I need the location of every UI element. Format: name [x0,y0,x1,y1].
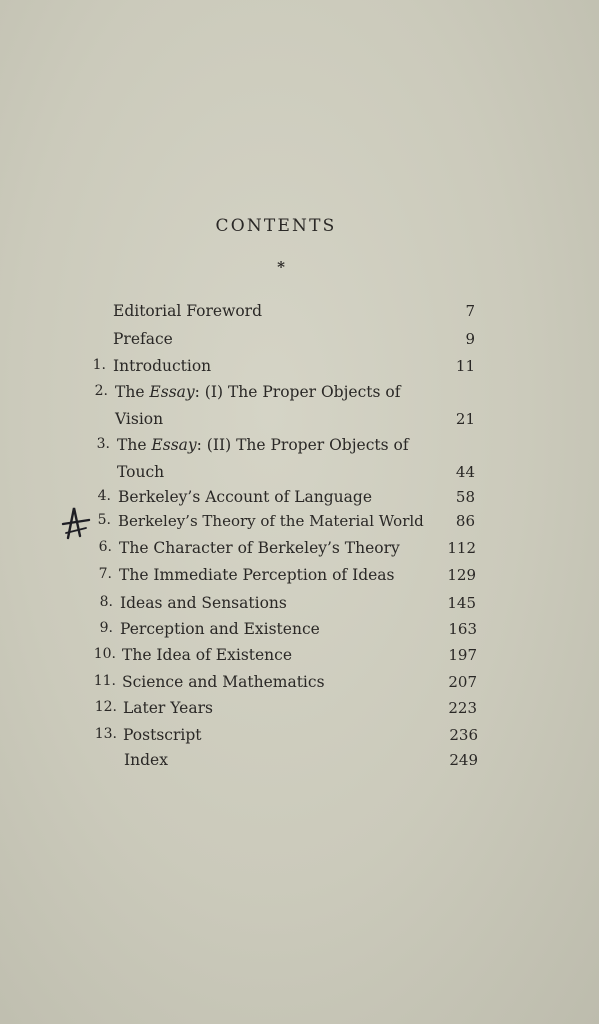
toc-entry [0,302,599,326]
entry-title: Ideas and Sensations [120,594,287,612]
page-number: 236 [449,726,478,744]
toc-entry [0,673,599,697]
chapter-number: 1. [92,357,106,373]
entry-title: Index [124,751,168,769]
entry-title: The Character of Berkeley’s Theory [119,539,400,557]
toc-entry [0,699,599,723]
toc-entry [0,594,599,618]
page-number: 9 [465,330,475,348]
page-number: 112 [447,539,476,557]
chapter-number: 4. [97,488,111,504]
chapter-number: 5. [97,512,111,528]
page-number: 223 [448,699,477,717]
entry-title: Perception and Existence [120,620,320,638]
toc-entry [0,646,599,670]
page-number: 129 [447,566,476,584]
entry-title: The Essay: (II) The Proper Objects of [117,436,409,454]
chapter-number: 3. [96,436,110,452]
toc-entry [0,463,599,487]
page-number: 86 [455,512,475,530]
toc-entry [0,330,599,354]
entry-title: The Immediate Perception of Ideas [119,566,395,584]
entry-title: Science and Mathematics [122,673,325,691]
page-title: CONTENTS [215,216,337,236]
entry-title: Touch [117,463,165,481]
toc-entry [0,410,599,434]
entry-title: Introduction [113,357,212,375]
page-number: 58 [455,488,475,506]
page-number: 11 [455,357,475,375]
chapter-number: 11. [93,673,116,689]
page-number: 7 [465,302,475,320]
entry-title: Berkeley’s Account of Language [118,488,372,506]
chapter-number: 6. [98,539,112,555]
toc-entry [0,566,599,590]
page-number: 207 [448,673,477,691]
toc-entry [0,357,599,381]
entry-title: The Idea of Existence [122,646,293,664]
ornament: * [277,258,285,276]
toc-entry [0,751,599,775]
chapter-number: 8. [99,594,113,610]
chapter-number: 2. [94,383,108,399]
page-number: 163 [448,620,477,638]
page-number: 249 [449,751,478,769]
chapter-number: 9. [99,620,113,636]
entry-title: Preface [113,330,173,348]
entry-title: The Essay: (I) The Proper Objects of [115,383,401,401]
toc-entry [0,436,599,460]
chapter-number: 7. [98,566,112,582]
page-number: 197 [448,646,477,664]
page-number: 145 [447,594,476,612]
entry-title: Editorial Foreword [113,302,262,320]
entry-title: Vision [115,410,164,428]
handwritten-star-mark [60,502,94,542]
page-number: 21 [455,410,475,428]
chapter-number: 13. [94,726,117,742]
toc-entry [0,539,599,563]
toc-entry [0,620,599,644]
entry-title: Postscript [123,726,202,744]
entry-title: Berkeley’s Theory of the Material World [118,512,424,530]
entry-title: Later Years [123,699,213,717]
toc-entry [0,383,599,407]
chapter-number: 12. [94,699,117,715]
toc-entry [0,726,599,750]
chapter-number: 10. [93,646,116,662]
page-number: 44 [455,463,475,481]
